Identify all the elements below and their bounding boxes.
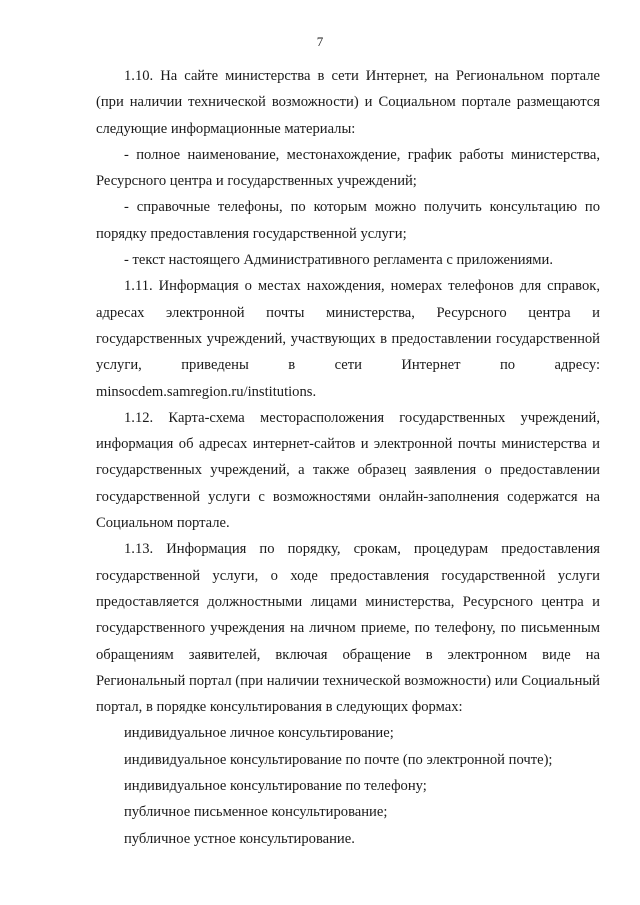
paragraph-1-10-item-regulation: - текст настоящего Административного регламента с приложениями. bbox=[124, 252, 554, 269]
consultation-form-item: публичное письменное консультирование; bbox=[124, 804, 388, 821]
consultation-form-item: индивидуальное личное консультирование; bbox=[124, 725, 394, 742]
document-body bbox=[96, 63, 600, 852]
paragraph-1-12: 1.12. Карта-схема месторасположения государственных учреждений, информация об адресах интернет-сайтов и электронной почты министерства и государственных учреждений, а также образец заявления о предоставлении государственной услуги с возможностями онлайн-заполнения содержатся на Социальном портале. bbox=[96, 409, 600, 532]
paragraph-1-10: 1.10. На сайте министерства в сети Интернет, на Региональном портале (при наличии технической возможности) и Социальном портале размещаются следующие информационные материалы: bbox=[96, 68, 600, 137]
consultation-form-item: индивидуальное консультирование по телефону; bbox=[124, 778, 427, 795]
consultation-form-item: индивидуальное консультирование по почте (по электронной почте); bbox=[124, 751, 553, 768]
page-number: 7 bbox=[316, 34, 324, 49]
paragraph-1-13: 1.13. Информация по порядку, срокам, процедурам предоставления государственной услуги, о ходе предоставления государственной услуги предоставляется должностными лицами министерства, Ресурсного центра и государственного учреждения на личном приеме, по телефону, по письменным обращениям заявителей, включая обращение в электронном виде на Региональный портал (при наличии технической возможности) или Социальный портал, в порядке консультирования в следующих формах: bbox=[96, 541, 600, 716]
paragraph-1-10-item-name: - полное наименование, местонахождение, график работы министерства, Ресурсного центра и государственных учреждений; bbox=[96, 146, 600, 190]
consultation-form-item: публичное устное консультирование. bbox=[124, 830, 355, 847]
paragraph-1-10-item-phones: - справочные телефоны, по которым можно получить консультацию по порядку предоставления государственной услуги; bbox=[96, 199, 600, 242]
paragraph-1-11: 1.11. Информация о местах нахождения, номерах телефонов для справок, адресах электронной почты министерства, Ресурсного центра и государственных учреждений, участвующих в предоставлении государственной услуги, приведены в сети Интернет по адресу: minsocdem.samregion.ru/institutions. bbox=[96, 278, 600, 400]
